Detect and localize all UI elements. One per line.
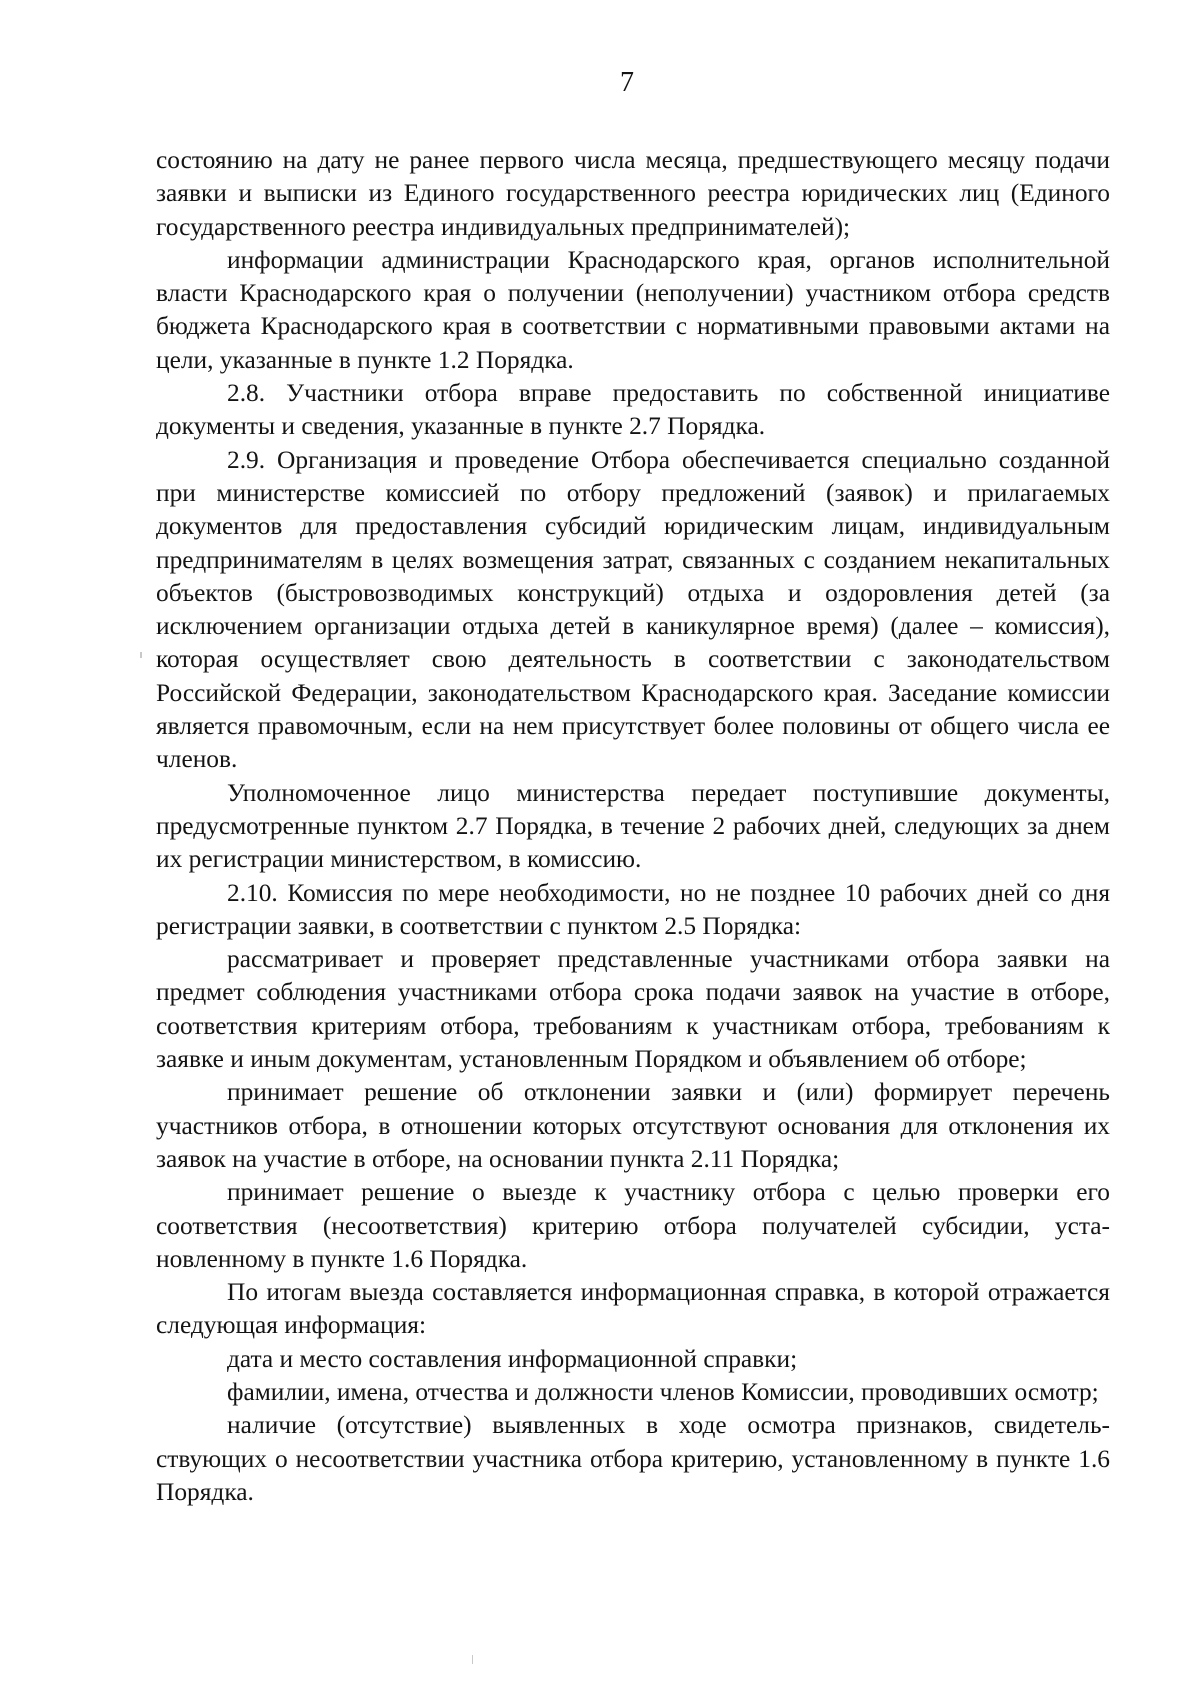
paragraph-2-9: 2.9. Организация и проведение Отбора обеспечивается специально созданной при министерстве комиссией по отбору предложений (заявок) и прилагаемых документов для предоставления субсидий юридическим лицам, индивидуальным предпринимателям в целях возмещения затрат, связанных с созданием некапитальных объектов (быстровозводимых конструкций) отдыха и оздоровления детей (за исключением организации отдыха детей в каникулярное время) (далее – комиссия), которая осуществляет свою деятельность в соответствии с законодательством Российской Федерации, законодательством Краснодарского края. Заседание комиссии является правомочным, если на нем присутствует более половины от общего числа ее членов. [156, 445, 1110, 774]
list-item-date-place: дата и место составления информационной справки; [227, 1344, 798, 1373]
list-item-signs-found: наличие (отсутствие) выявленных в ходе осмотра признаков, свидетельствующих о несоответствии участника отбора критерию, установленному в пункте 1.6 Порядка. [156, 1411, 1110, 1506]
scan-speck [472, 1655, 473, 1664]
paragraph-rejection-decision: принимает решение об отклонении заявки и (или) формирует перечень участников отбора, в отношении которых отсутствуют основания для отклонения их заявок на участие в отборе, на основании пункта 2.11 Порядка; [156, 1078, 1110, 1173]
list-item-commission-members: фамилии, имена, отчества и должности членов Комиссии, проводивших осмотр; [227, 1377, 1099, 1406]
paragraph-site-visit-decision: принимает решение о выезде к участнику отбора с целью проверки его соответствия (несоответствия) критерию отбора получателей субсидии, установленному в пункте 1.6 Порядка. [156, 1178, 1110, 1273]
paragraph-info-certificate: По итогам выезда составляется информационная справка, в которой отражается следующая информация: [156, 1278, 1110, 1340]
paragraph-authorized-person: Уполномоченное лицо министерства передает поступившие документы, предусмотренные пунктом 2.7 Порядка, в течение 2 рабочих дней, следующих за днем их регистрации министерством, в комиссию. [156, 778, 1110, 874]
page-number: 7 [620, 67, 634, 98]
scan-speck [140, 652, 142, 658]
document-body [156, 144, 1110, 1509]
paragraph-admin-info: информации администрации Краснодарского края, органов исполнительной власти Краснодарского края о получении (неполучении) участником отбора средств бюджета Краснодарского края в соответствии с нормативными правовыми актами на цели, указанные в пункте 1.2 Порядка. [156, 245, 1110, 374]
paragraph-continuation: состоянию на дату не ранее первого числа месяца, предшествующего месяцу подачи заявки и выписки из Единого государственного реестра юридических лиц (Единого государственного реестра индивидуальных предпринимателей); [156, 146, 1110, 241]
paragraph-2-8: 2.8. Участники отбора вправе предоставить по собственной инициативе документы и сведения, указанные в пункте 2.7 Порядка. [156, 379, 1110, 441]
paragraph-2-10: 2.10. Комиссия по мере необходимости, но не позднее 10 рабочих дней со дня регистрации заявки, в соответствии с пунктом 2.5 Порядка: [156, 878, 1110, 940]
paragraph-reviews-applications: рассматривает и проверяет представленные участниками отбора заявки на предмет соблюдения участниками отбора срока подачи заявок на участие в отборе, соответствия критериям отбора, требованиям к участникам отбора, требованиям к заявке и иным документам, установленным Порядком и объявлением об отборе; [156, 945, 1110, 1074]
